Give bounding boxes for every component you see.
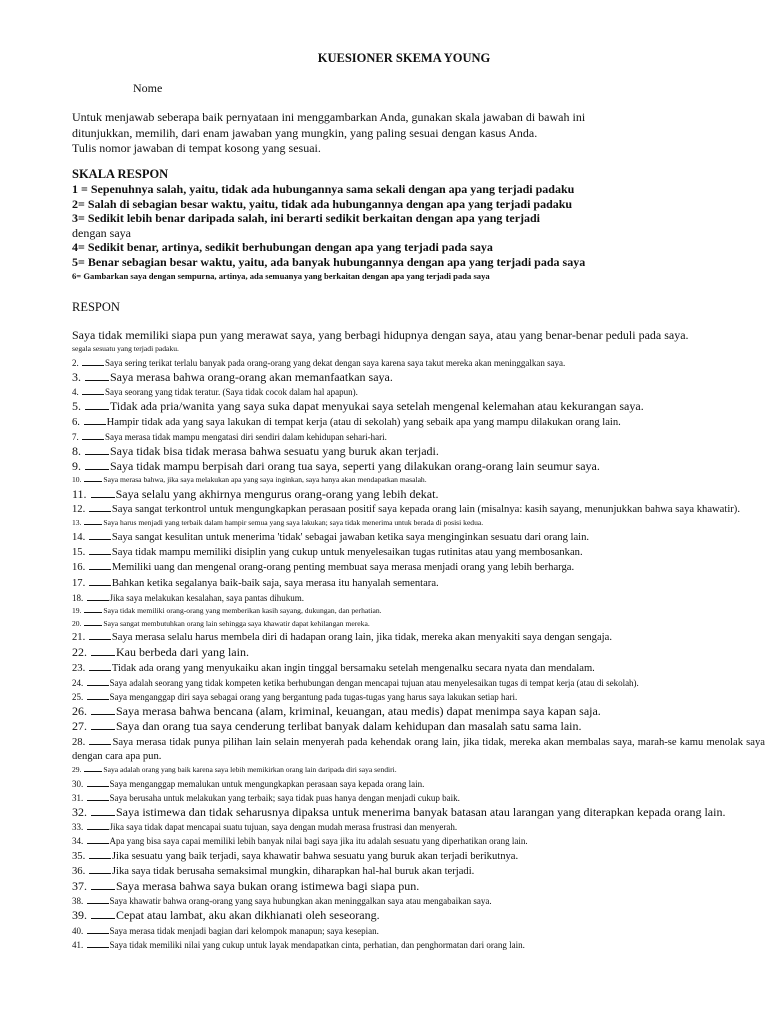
question-number: 11. [72, 487, 90, 502]
question-item [72, 924, 765, 938]
question-number: 24. [72, 677, 86, 688]
question-number: 7. [72, 431, 81, 442]
question-item [72, 879, 765, 894]
question-item [72, 894, 765, 908]
document-title: KUESIONER SKEMA YOUNG [317, 51, 491, 65]
scale-option: 2= Salah di sebagian besar waktu, yaitu, tidak ada hubungannya dengan apa yang terjadi padaku [72, 196, 573, 211]
question-text: Hampir tidak ada yang saya lakukan di tempat kerja (atau di sekolah) yang sebaik apa yang mampu dilakukan orang lain. [106, 416, 621, 428]
answer-blank[interactable] [91, 909, 115, 919]
scale-option: 3= Sedikit lebih benar daripada salah, ini berarti sedikit berkaitan dengan apa yang terjadi [72, 211, 541, 226]
question-item [72, 938, 765, 952]
answer-blank[interactable] [89, 502, 111, 512]
question-item [72, 370, 765, 385]
question-text: Saya merasa tidak mampu mengatasi diri sendiri dalam kehidupan sehari-hari. [105, 431, 387, 442]
answer-blank[interactable] [91, 806, 115, 816]
question-number: 25. [72, 692, 86, 703]
scale-heading: SKALA RESPON [72, 167, 169, 181]
question-number: 22. [72, 645, 90, 660]
question-item [72, 735, 765, 764]
instruction-line: Untuk menjawab seberapa baik pernyataan ini menggambarkan Anda, gunakan skala jawaban di bawah ini [72, 110, 586, 124]
question-number: 10. [72, 475, 84, 485]
answer-blank[interactable] [91, 720, 115, 730]
answer-blank[interactable] [91, 646, 115, 656]
question-item [72, 791, 765, 805]
scale-option: 4= Sedikit benar, artinya, sedikit berhubungan dengan apa yang terjadi pada saya [72, 240, 493, 255]
question-item [72, 661, 765, 676]
question-item [72, 487, 765, 502]
question-text: Jika saya tidak berusaha semaksimal mungkin, diharapkan hal-hal buruk akan terjadi. [111, 865, 475, 877]
question-item [72, 385, 765, 399]
question-number: 37. [72, 879, 90, 894]
question-text: Saya merasa bahwa saya bukan orang istimewa bagi siapa pun. [116, 879, 420, 894]
question-item [72, 591, 765, 605]
question-text: Jika sesuatu yang baik terjadi, saya khawatir bahwa sesuatu yang buruk akan terjadi berikutnya. [111, 850, 519, 862]
answer-blank[interactable] [85, 445, 109, 455]
question-text: Saya menganggap memalukan untuk mengungkapkan perasaan saya kepada orang lain. [109, 778, 425, 789]
instructions [72, 110, 632, 157]
answer-blank[interactable] [89, 735, 111, 745]
question-text: Saya merasa bahwa orang-orang akan memanfaatkan saya. [110, 370, 393, 384]
question-text: Saya adalah seorang yang tidak kompeten ketika berhubungan dengan mencapai tujuan atau menyelesaikan tugas di tempat kerja (atau di sekolah). [109, 677, 639, 688]
instruction-line: ditunjukkan, memilih, dari enam jawaban yang mungkin, yang paling sesuai dengan kasus Anda. [72, 125, 538, 140]
answer-blank[interactable] [87, 834, 109, 844]
answer-blank[interactable] [84, 415, 106, 425]
question-number: 15. [72, 547, 88, 559]
question-item [72, 415, 765, 430]
question-text: Saya tidak memiliki nilai yang cukup untuk layak mendapatkan cinta, perhatian, dan penghormatan dari orang lain. [109, 939, 525, 950]
answer-blank[interactable] [84, 517, 102, 525]
question-text: Saya merasa tidak menjadi bagian dari kelompok manapun; saya kesepian. [109, 925, 379, 936]
question-item [72, 820, 765, 834]
question-number: 20. [72, 618, 84, 628]
question-item [72, 908, 765, 923]
question-number: 4. [72, 387, 81, 398]
question-text: Saya berusaha untuk melakukan yang terbaik; saya tidak puas hanya dengan menjadi cukup baik. [109, 792, 460, 803]
answer-blank[interactable] [82, 356, 104, 366]
question-text: Saya merasa selalu harus membela diri di hadapan orang lain, jika tidak, mereka akan menyakiti saya dengan sengaja. [111, 632, 612, 644]
question-item [72, 459, 765, 474]
question-text: Saya dan orang tua saya cenderung terlibat banyak dalam kehidupan dan masalah satu sama lain. [116, 719, 582, 734]
question-number: 35. [72, 850, 88, 862]
question-item [72, 630, 765, 645]
question-item [72, 676, 765, 690]
question-item [72, 399, 765, 414]
scale-option: 1 = Sepenuhnya salah, yaitu, tidak ada hubungannya sama sekali dengan apa yang terjadi padaku [72, 182, 575, 196]
question-text: Saya harus menjadi yang terbaik dalam hampir semua yang saya lakukan; saya tidak menerima untuk berada di posisi kedua. [103, 518, 484, 528]
answer-blank[interactable] [91, 880, 115, 890]
question-text: Saya istimewa dan tidak seharusnya dipaksa untuk menerima banyak batasan atau larangan yang diterapkan kepada orang lain. [116, 805, 726, 820]
answer-blank[interactable] [89, 849, 111, 859]
question-number: 23. [72, 662, 88, 674]
scale-option: 5= Benar sebagian besar waktu, yaitu, ada banyak hubungannya dengan apa yang terjadi pada saya [72, 254, 586, 269]
question-text: Tidak ada pria/wanita yang saya suka dapat menyukai saya setelah mengenal kelemahan atau kekurangan saya. [110, 399, 644, 414]
question-text: Saya sangat kesulitan untuk menerima 'tidak' sebagai jawaban ketika saya menginginkan sesuatu dari orang lain. [111, 532, 590, 544]
question-number: 26. [72, 704, 90, 719]
question-text: Saya tidak mampu berpisah dari orang tua saya, seperti yang dilakukan orang-orang lain seumur saya. [110, 459, 600, 474]
question-list [72, 328, 765, 952]
question-text: Saya tidak bisa tidak merasa bahwa sesuatu yang buruk akan terjadi. [110, 444, 439, 459]
question-text: Saya tidak mampu memiliki disiplin yang cukup untuk menyelesaikan tugas rutinitas atau yang membosankan. [111, 547, 583, 559]
answer-blank[interactable] [84, 618, 102, 626]
question-item [72, 545, 765, 560]
question-text: Jika saya tidak dapat mencapai suatu tujuan, saya dengan mudah merasa frustrasi dan menyerah. [109, 822, 458, 833]
question-number: 6. [72, 416, 83, 428]
question-number: 8. [72, 444, 84, 459]
answer-blank[interactable] [82, 385, 104, 395]
answer-blank[interactable] [87, 591, 109, 601]
question-number: 3. [72, 370, 84, 384]
answer-blank[interactable] [87, 894, 109, 904]
scale-option: 6= Gambarkan saya dengan sempurna, artinya, ada semuanya yang berkaitan dengan apa yang terjadi pada saya [72, 270, 490, 281]
question-text: Saya sangat membutuhkan orang lain sehingga saya khawatir dapat kehilangan mereka. [103, 618, 370, 628]
question-item [72, 777, 765, 791]
question-item [72, 618, 765, 631]
question-text: Jika saya melakukan kesalahan, saya pantas dihukum. [109, 592, 304, 603]
question-item [72, 605, 765, 618]
question-item [72, 356, 765, 370]
answer-blank[interactable] [87, 777, 109, 787]
question-number: 13. [72, 518, 84, 528]
question-number: 39. [72, 908, 90, 923]
answer-blank[interactable] [87, 938, 109, 948]
answer-blank[interactable] [85, 371, 109, 381]
answer-blank[interactable] [82, 430, 104, 440]
question-item [72, 764, 765, 777]
answer-blank[interactable] [91, 705, 115, 715]
answer-blank[interactable] [89, 661, 111, 671]
answer-blank[interactable] [89, 630, 111, 640]
question-text: Saya merasa bahwa bencana (alam, kriminal, keuangan, atau medis) dapat menimpa saya kapan saja. [116, 704, 601, 719]
question-text: Saya khawatir bahwa orang-orang yang saya hubungkan akan meninggalkan saya atau mengabaikan saya. [109, 896, 492, 907]
answer-blank[interactable] [85, 460, 109, 470]
question-text: Apa yang bisa saya capai memiliki lebih banyak nilai bagi saya jika itu adalah sesuatu yang diperhatikan orang lain. [109, 836, 528, 847]
question-item [72, 805, 765, 820]
answer-blank[interactable] [89, 545, 111, 555]
question-item [72, 444, 765, 459]
answer-blank[interactable] [84, 764, 102, 772]
question-text: Saya sangat terkontrol untuk mengungkapkan perasaan positif saya kepada orang lain (misalnya: kasih sayang, menunjukkan bahwa saya khawatir). [111, 504, 740, 516]
question-number: 12. [72, 504, 88, 516]
question-item [72, 560, 765, 575]
question-number: 29. [72, 765, 84, 775]
question-text: Saya tidak memiliki siapa pun yang merawat saya, yang berbagi hidupnya dengan saya, atau yang benar-benar peduli pada saya. [72, 328, 689, 342]
answer-blank[interactable] [84, 474, 102, 482]
question-text: segala sesuatu yang terjadi padaku. [72, 344, 179, 354]
question-text: Saya seorang yang tidak teratur. (Saya tidak cocok dalam hal apapun). [105, 387, 358, 398]
question-number: 9. [72, 459, 84, 474]
answer-blank[interactable] [89, 864, 111, 874]
question-number: 21. [72, 632, 88, 644]
question-item [72, 690, 765, 704]
question-item [72, 328, 765, 343]
instruction-line: Tulis nomor jawaban di tempat kosong yang sesuai. [72, 141, 321, 155]
answer-blank[interactable] [87, 676, 109, 686]
question-item [72, 343, 765, 356]
respon-heading: RESPON [72, 300, 120, 314]
question-text: Saya selalu yang akhirnya mengurus orang-orang yang lebih dekat. [115, 487, 439, 502]
question-number: 18. [72, 592, 86, 603]
question-item [72, 834, 765, 848]
question-number: 2. [72, 357, 81, 368]
question-number: 30. [72, 778, 86, 789]
name-label: Nome [133, 81, 163, 95]
question-number: 32. [72, 805, 90, 820]
answer-blank[interactable] [89, 530, 111, 540]
question-number: 36. [72, 865, 88, 877]
question-number: 34. [72, 836, 86, 847]
question-number: 38. [72, 896, 86, 907]
question-number: 14. [72, 532, 88, 544]
question-number: 5. [72, 399, 84, 414]
question-text: Saya tidak memiliki orang-orang yang memberikan kasih sayang, dukungan, dan perhatian. [103, 606, 382, 616]
response-scale [72, 182, 712, 282]
answer-blank[interactable] [87, 820, 109, 830]
question-number: 33. [72, 822, 86, 833]
question-item [72, 576, 765, 591]
answer-blank[interactable] [87, 791, 109, 801]
question-number: 19. [72, 606, 84, 616]
question-text: Saya merasa bahwa, jika saya melakukan apa yang saya inginkan, saya hanya akan mendapatkan masalah. [103, 475, 427, 485]
answer-blank[interactable] [87, 924, 109, 934]
question-text: Kau berbeda dari yang lain. [116, 645, 249, 660]
question-text: Saya sering terikat terlalu banyak pada orang-orang yang dekat dengan saya karena saya takut mereka akan meninggalkan saya. [105, 357, 566, 368]
answer-blank[interactable] [91, 488, 115, 498]
question-item [72, 517, 765, 530]
scale-option-continuation: dengan saya [72, 225, 131, 240]
question-item [72, 530, 765, 545]
question-text: Saya adalah orang yang baik karena saya lebih memikirkan orang lain daripada diri saya sendiri. [103, 765, 397, 775]
question-item [72, 430, 765, 444]
question-text: Tidak ada orang yang menyukaiku akan ingin tinggal bersamaku setelah mengenalku secara nyata dan mendalam. [111, 662, 595, 674]
question-item [72, 849, 765, 864]
question-number: 17. [72, 577, 88, 589]
question-text: Cepat atau lambat, aku akan dikhianati oleh seseorang. [116, 908, 380, 923]
question-item [72, 719, 765, 734]
question-number: 27. [72, 719, 90, 734]
question-number: 31. [72, 792, 86, 803]
answer-blank[interactable] [84, 605, 102, 613]
question-number: 16. [72, 562, 88, 574]
question-item [72, 502, 765, 517]
question-text: Memiliki uang dan mengenal orang-orang penting membuat saya merasa menjadi orang yang lebih berharga. [111, 562, 575, 574]
question-text: Saya menganggap diri saya sebagai orang yang bergantung pada tugas-tugas yang harus saya lakukan setiap hari. [109, 692, 518, 703]
question-text: Bahkan ketika segalanya baik-baik saja, saya merasa itu hanyalah sementara. [111, 577, 439, 589]
answer-blank[interactable] [85, 400, 109, 410]
question-number: 41. [72, 939, 86, 950]
question-item [72, 704, 765, 719]
question-item [72, 474, 765, 487]
question-text: Saya merasa tidak punya pilihan lain selain menyerah pada kehendak orang lain, jika tidak, mereka akan membalas saya, marah-se kamu menolak saya dengan cara apa pun. [72, 736, 765, 762]
answer-blank[interactable] [89, 560, 111, 570]
question-item [72, 864, 765, 879]
answer-blank[interactable] [87, 690, 109, 700]
question-item [72, 645, 765, 660]
answer-blank[interactable] [89, 576, 111, 586]
question-number: 40. [72, 925, 86, 936]
question-number: 28. [72, 736, 89, 748]
